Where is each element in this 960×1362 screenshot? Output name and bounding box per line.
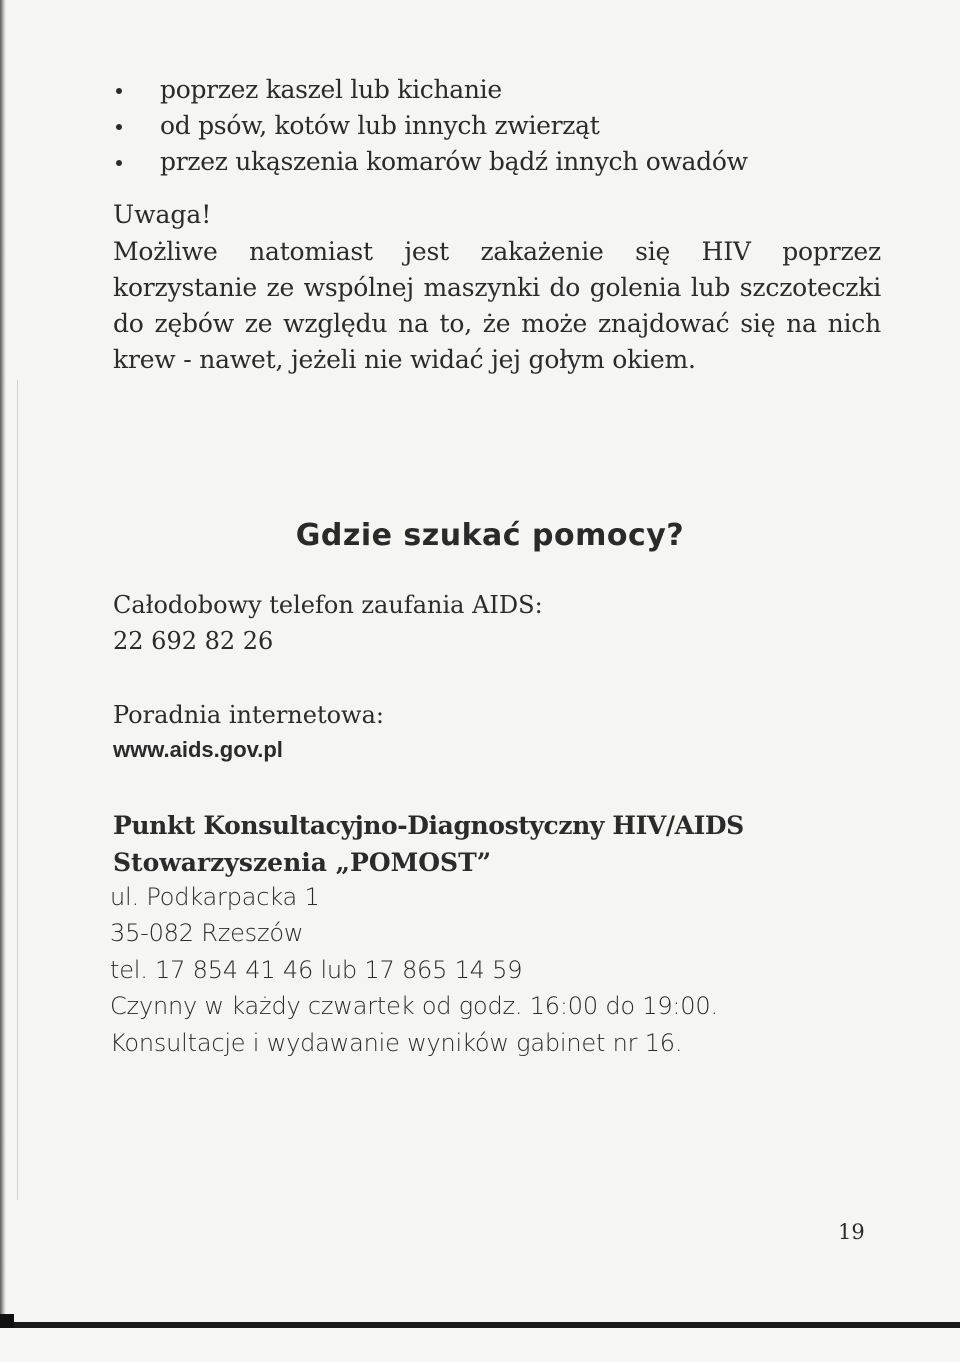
online-clinic-label: Poradnia internetowa: <box>113 701 384 729</box>
page-number: 19 <box>838 1220 865 1244</box>
clinic-results-info: Konsultacje i wydawanie wyników gabinet nr 16. <box>110 1029 683 1057</box>
clinic-phone: tel. 17 854 41 46 lub 17 865 14 59 <box>110 956 523 984</box>
bullet-icon <box>116 88 122 94</box>
list-item <box>112 108 748 144</box>
hotline-number: 22 692 82 26 <box>113 627 274 655</box>
clinic-city: 35-082 Rzeszów <box>110 919 304 947</box>
bullet-icon <box>116 124 122 130</box>
list-item <box>112 72 748 108</box>
bullet-icon <box>116 160 122 166</box>
hotline-label: Całodobowy telefon zaufania AIDS: <box>113 591 543 619</box>
list-item-text: poprzez kaszel lub kichanie <box>160 75 502 104</box>
page-fold-line <box>17 380 18 1200</box>
list-item-text: przez ukąszenia komarów bądź innych owadów <box>160 147 748 176</box>
section-heading: Gdzie szukać pomocy? <box>295 518 685 553</box>
website-link[interactable]: www.aids.gov.pl <box>113 737 283 762</box>
note-title: Uwaga! <box>113 200 212 229</box>
page-edge-shadow <box>0 0 6 1362</box>
clinic-organization: Stowarzyszenia „POMOST” <box>113 848 492 877</box>
page-bottom-margin <box>0 1328 960 1362</box>
list-item-text: od psów, kotów lub innych zwierząt <box>160 111 600 140</box>
list-item <box>112 144 748 180</box>
clinic-street: ul. Podkarpacka 1 <box>110 883 320 911</box>
note-paragraph: Możliwe natomiast jest zakażenie się HIV poprzez korzystanie ze wspólnej maszynki do golenia lub szczoteczki do zębów ze względu na to, że może znajdować się na nich krew - nawet, jeżeli nie widać jej gołym okiem. <box>113 237 881 374</box>
transmission-bullet-list <box>112 72 748 180</box>
clinic-hours: Czynny w każdy czwartek od godz. 16:00 do 19:00. <box>110 992 718 1020</box>
clinic-title: Punkt Konsultacyjno-Diagnostyczny HIV/AIDS <box>113 811 744 840</box>
